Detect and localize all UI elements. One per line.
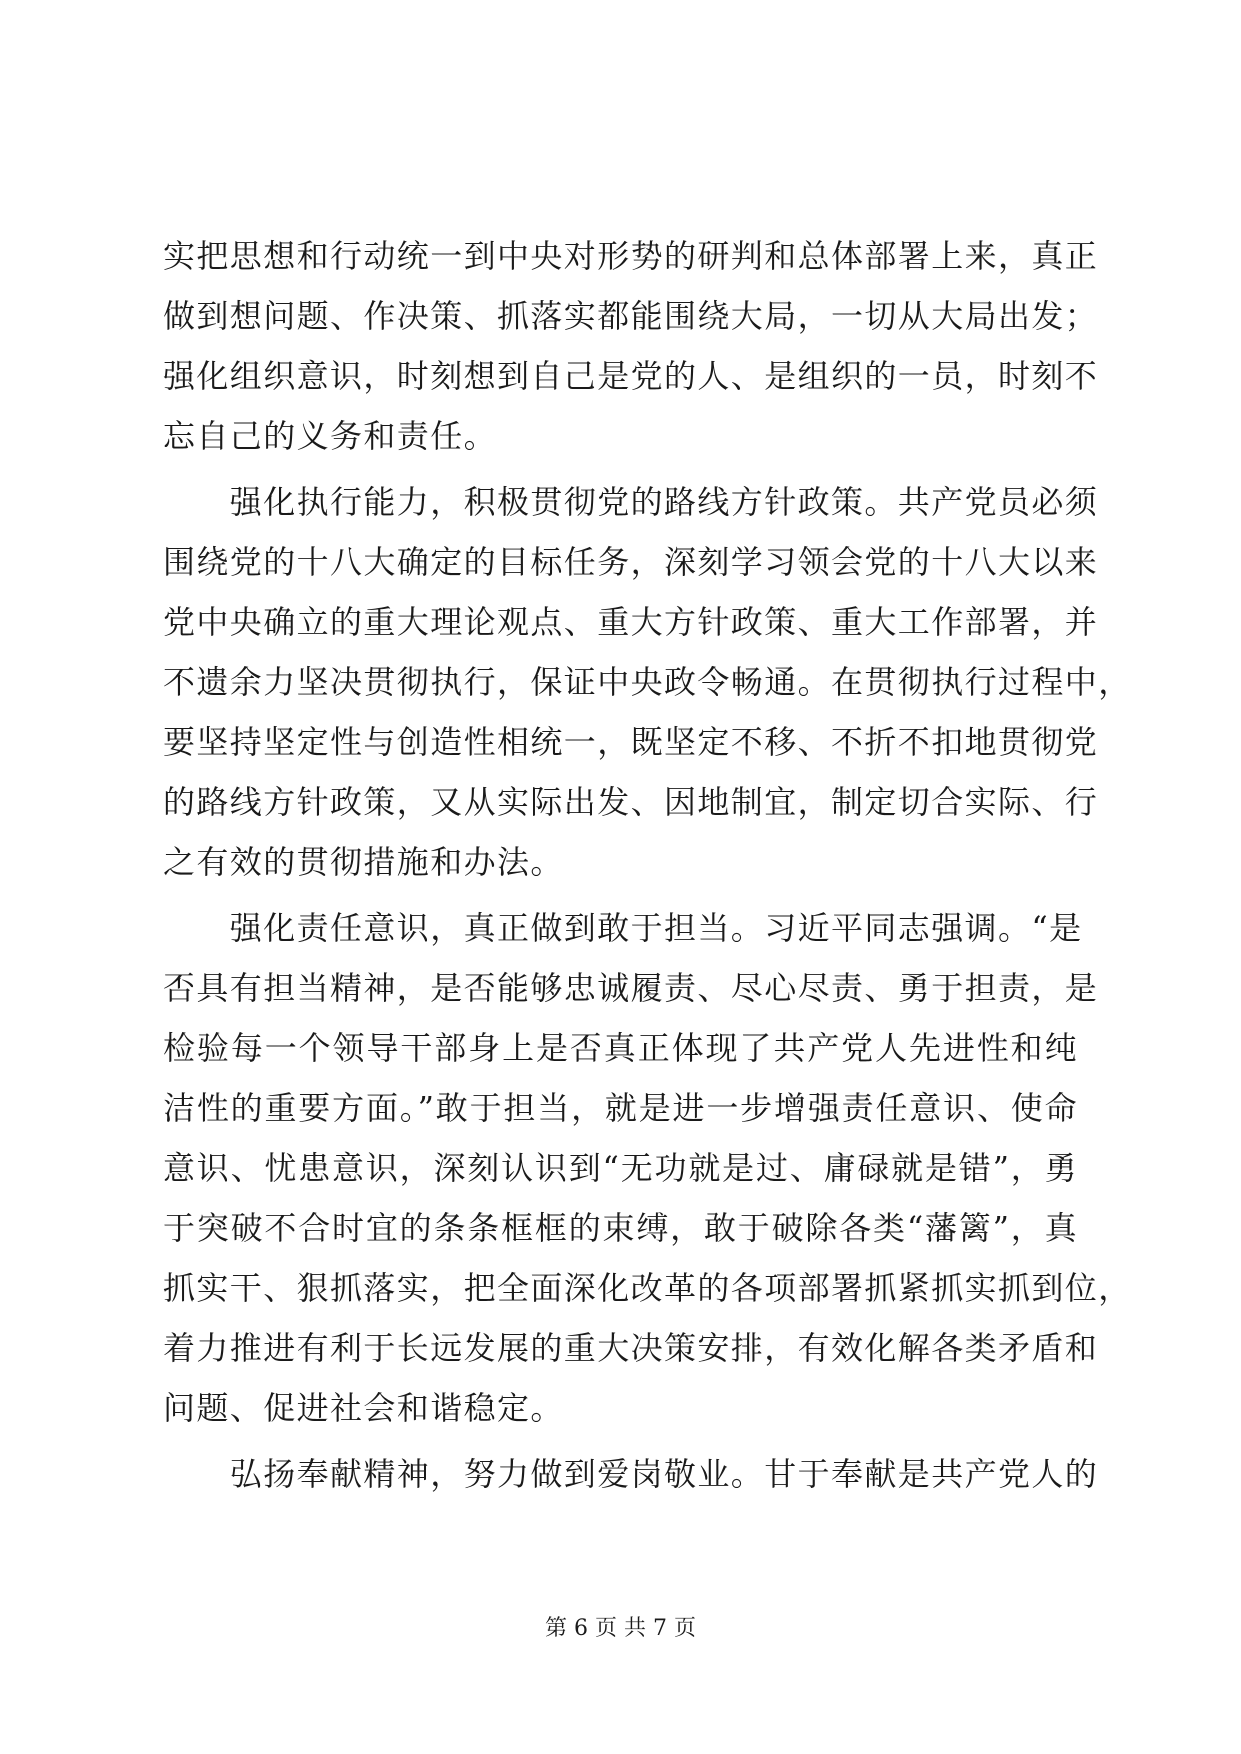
text-line: 着力推进有利于长远发展的重大决策安排，有效化解各类矛盾和 (163, 1329, 1099, 1367)
text-line: 围绕党的十八大确定的目标任务，深刻学习领会党的十八大以来 (163, 543, 1099, 581)
text-line: 检验每一个领导干部身上是否真正体现了共产党人先进性和纯 (163, 1029, 1078, 1067)
text-line: 抓实干、狠抓落实，把全面深化改革的各项部署抓紧抓实抓到位， (163, 1269, 1132, 1307)
paragraph (163, 1450, 1099, 1510)
text-line: 强化责任意识，真正做到敢于担当。习近平同志强调。“是 (163, 909, 1083, 947)
text-line: 否具有担当精神，是否能够忠诚履责、尽心尽责、勇于担责，是 (163, 969, 1099, 1007)
text-line: 忘自己的义务和责任。 (163, 417, 498, 455)
page-number-footer: 第 6 页 共 7 页 (545, 1616, 696, 1641)
paragraph (163, 478, 1132, 898)
text-line: 实把思想和行动统一到中央对形势的研判和总体部署上来，真正 (163, 237, 1099, 275)
text-line: 的路线方针政策，又从实际出发、因地制宜，制定切合实际、行 (163, 783, 1099, 821)
paragraph (163, 232, 1099, 472)
text-line: 强化执行能力，积极贯彻党的路线方针政策。共产党员必须 (163, 483, 1099, 521)
text-line: 意识、忧患意识，深刻认识到“无功就是过、庸碌就是错”，勇 (163, 1149, 1078, 1187)
text-line: 强化组织意识，时刻想到自己是党的人、是组织的一员，时刻不 (163, 357, 1099, 395)
text-line: 之有效的贯彻措施和办法。 (163, 843, 564, 881)
document-body (163, 232, 1132, 1510)
text-line: 党中央确立的重大理论观点、重大方针政策、重大工作部署，并 (163, 603, 1099, 641)
text-line: 洁性的重要方面。”敢于担当，就是进一步增强责任意识、使命 (163, 1089, 1078, 1127)
text-line: 要坚持坚定性与创造性相统一，既坚定不移、不折不扣地贯彻党 (163, 723, 1099, 761)
text-line: 做到想问题、作决策、抓落实都能围绕大局，一切从大局出发； (163, 297, 1099, 335)
text-line: 不遗余力坚决贯彻执行，保证中央政令畅通。在贯彻执行过程中， (163, 663, 1132, 701)
text-line: 问题、促进社会和谐稳定。 (163, 1389, 564, 1427)
text-line: 弘扬奉献精神，努力做到爱岗敬业。甘于奉献是共产党人的 (163, 1455, 1099, 1493)
text-line: 于突破不合时宜的条条框框的束缚，敢于破除各类“藩篱”，真 (163, 1209, 1078, 1247)
paragraph (163, 904, 1132, 1444)
